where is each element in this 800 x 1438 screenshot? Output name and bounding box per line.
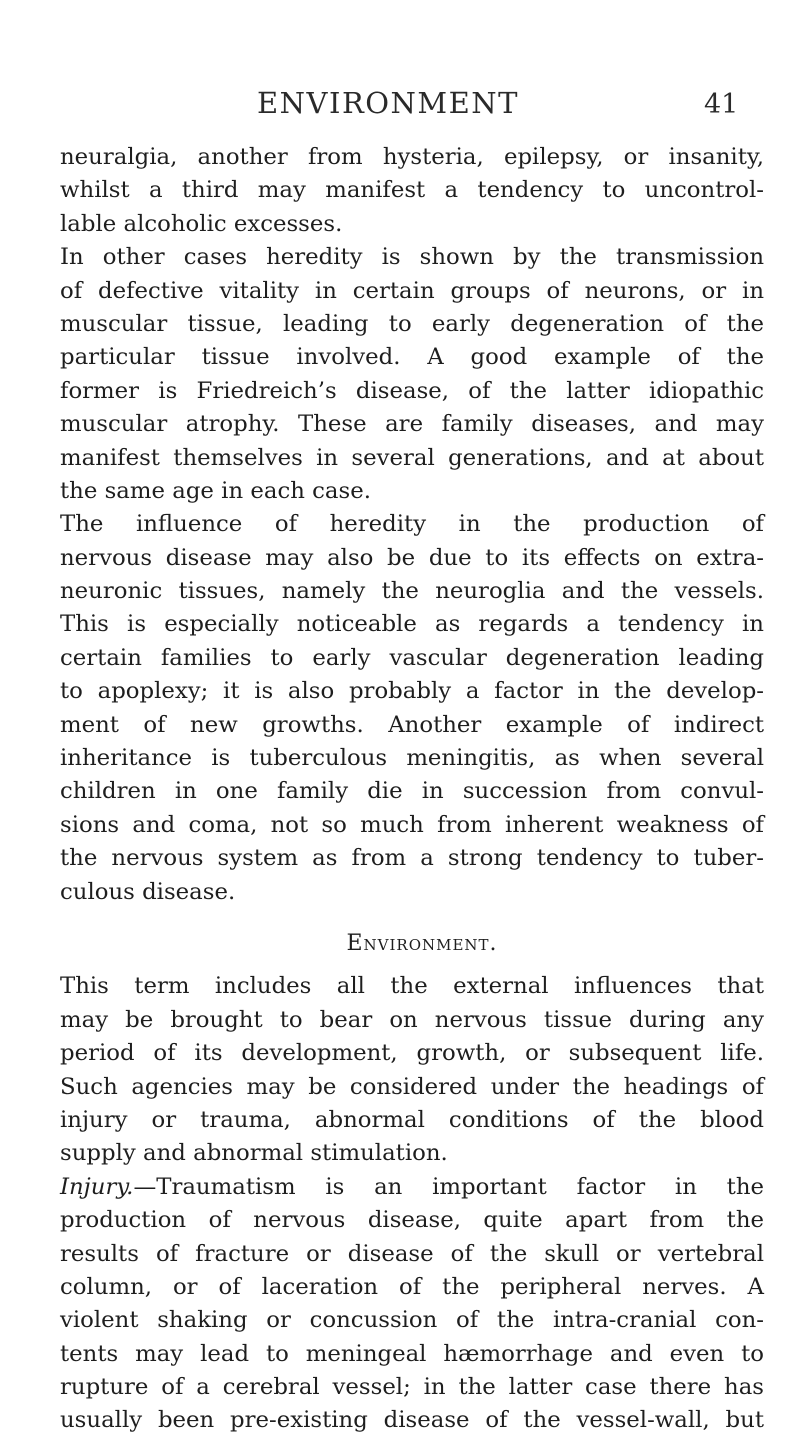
text-line: This term includes all the external influences that xyxy=(60,973,764,1000)
injury-lead-rest: —Traumatism is an important factor in the xyxy=(133,1173,764,1200)
paragraph-5 xyxy=(60,1171,764,1438)
text-line: results of fracture or disease of the skull or vertebral xyxy=(60,1240,764,1267)
text-line: ment of new growths. Another example of indirect xyxy=(60,711,764,738)
text-line: period of its development, growth, or subsequent life. xyxy=(60,1040,764,1067)
text-line: usually been pre-existing disease of the vessel-wall, but xyxy=(60,1407,764,1434)
text-line: children in one family die in succession from convul- xyxy=(60,778,764,805)
injury-lead: Injury. xyxy=(60,1173,134,1200)
text-line: the same age in each case. xyxy=(60,477,371,504)
text-line: violent shaking or concussion of the intra-cranial con- xyxy=(60,1307,764,1334)
text-line: tents may lead to meningeal hæmorrhage and even to xyxy=(60,1340,764,1367)
text-line: muscular atrophy. These are family diseases, and may xyxy=(60,411,764,438)
text-line: nervous disease may also be due to its effects on extra- xyxy=(60,544,764,571)
section-heading: Environment. xyxy=(346,930,498,956)
text-line xyxy=(60,1171,764,1204)
text-line: In other cases heredity is shown by the transmission xyxy=(60,244,764,271)
text-line: rupture of a cerebral vessel; in the latter case there has xyxy=(60,1374,764,1401)
paragraph-2 xyxy=(60,241,764,508)
text-line: may be brought to bear on nervous tissue during any xyxy=(60,1006,764,1033)
text-line: neuronic tissues, namely the neuroglia and the vessels. xyxy=(60,578,764,605)
text-line: certain families to early vascular degeneration leading xyxy=(60,644,764,671)
text-line: production of nervous disease, quite apart from the xyxy=(60,1207,764,1234)
text-line: inheritance is tuberculous meningitis, as when several xyxy=(60,745,764,772)
paragraph-1 xyxy=(60,141,764,241)
text-line: sions and coma, not so much from inherent weakness of xyxy=(60,811,764,838)
text-line: particular tissue involved. A good example of the xyxy=(60,344,764,371)
text-line: former is Friedreich’s disease, of the latter idiopathic xyxy=(60,377,764,404)
text-line: to apoplexy; it is also probably a factor in the develop- xyxy=(60,678,764,705)
text-line: Such agencies may be considered under the headings of xyxy=(60,1073,764,1100)
paragraph-3 xyxy=(60,508,764,909)
text-line: lable alcoholic excesses. xyxy=(60,210,343,237)
text-line: of defective vitality in certain groups of neurons, or in xyxy=(60,277,764,304)
running-title: ENVIRONMENT xyxy=(257,86,520,120)
body-text xyxy=(60,141,764,1438)
text-line: column, or of laceration of the peripheral nerves. A xyxy=(60,1273,764,1300)
text-line: neuralgia, another from hysteria, epilepsy, or insanity, xyxy=(60,144,764,170)
paragraph-4 xyxy=(60,970,764,1170)
running-head xyxy=(0,86,800,126)
text-line: whilst a third may manifest a tendency to uncontrol- xyxy=(60,177,764,204)
text-line: injury or trauma, abnormal conditions of the blood xyxy=(60,1106,764,1133)
text-line: manifest themselves in several generations, and at about xyxy=(60,444,764,471)
text-line: This is especially noticeable as regards a tendency in xyxy=(60,611,764,638)
text-line: supply and abnormal stimulation. xyxy=(60,1140,448,1167)
text-line: The influence of heredity in the production of xyxy=(60,511,764,538)
page-number: 41 xyxy=(704,89,739,120)
text-line: muscular tissue, leading to early degeneration of the xyxy=(60,310,764,337)
text-line: culous disease. xyxy=(60,878,236,905)
text-line: the nervous system as from a strong tendency to tuber- xyxy=(60,845,764,872)
